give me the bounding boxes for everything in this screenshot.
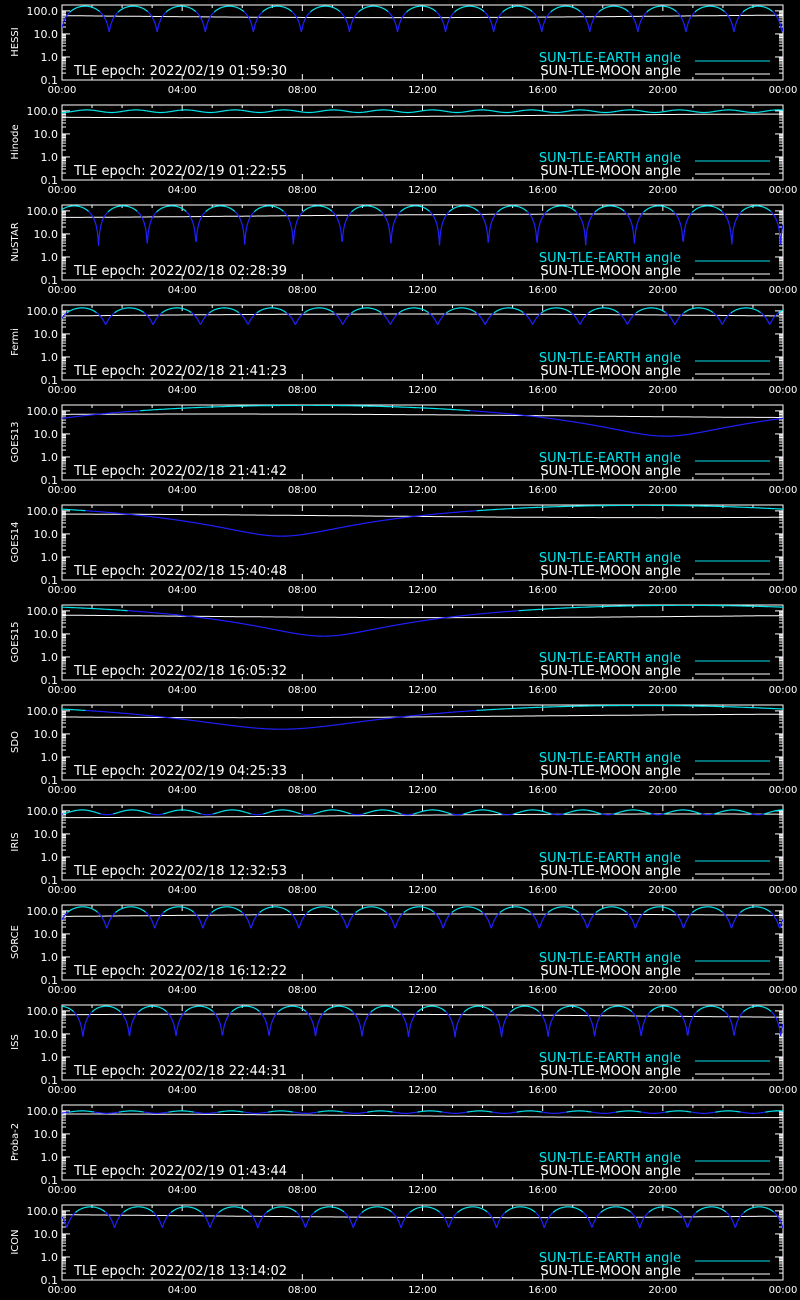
x-tick-label: 16:00 <box>528 85 558 96</box>
x-tick-label: 00:00 <box>47 1285 77 1296</box>
x-tick-label: 12:00 <box>408 585 437 596</box>
y-tick-label: 100.0 <box>26 304 58 318</box>
x-tick-label: 04:00 <box>167 585 197 596</box>
legend-moon-label: SUN-TLE-MOON angle <box>540 164 681 179</box>
earth-angle-daylight-line <box>69 1111 783 1112</box>
y-tick-label: 100.0 <box>26 4 58 18</box>
y-tick-label: 1.0 <box>40 250 58 264</box>
earth-angle-eclipse-line <box>128 611 519 637</box>
x-tick-label: 08:00 <box>287 485 317 496</box>
x-tick-label: 00:00 <box>768 1185 798 1196</box>
earth-angle-daylight-line <box>62 110 783 113</box>
tle-epoch-label: TLE epoch: 2022/02/18 21:41:42 <box>74 464 288 479</box>
x-tick-label: 00:00 <box>47 785 77 796</box>
chart-panel-fermi <box>10 305 797 396</box>
legend-moon-label: SUN-TLE-MOON angle <box>540 764 681 779</box>
earth-angle-daylight-line <box>76 1207 774 1213</box>
y-tick-label: 100.0 <box>26 1004 58 1018</box>
satellite-label: GOES15 <box>10 621 21 663</box>
earth-angle-eclipse-line <box>74 1011 784 1037</box>
x-tick-label: 00:00 <box>768 985 798 996</box>
satellite-label: IRIS <box>10 832 21 852</box>
chart-panel-hessi <box>10 5 797 96</box>
x-tick-label: 12:00 <box>408 1085 437 1096</box>
x-tick-label: 12:00 <box>408 1185 437 1196</box>
x-tick-label: 00:00 <box>47 1185 77 1196</box>
chart-panel-sdo <box>10 705 797 796</box>
legend-earth-label: SUN-TLE-EARTH angle <box>538 1151 681 1166</box>
x-tick-label: 00:00 <box>768 285 798 296</box>
x-tick-label: 04:00 <box>167 785 197 796</box>
legend-moon-label: SUN-TLE-MOON angle <box>540 1064 681 1079</box>
legend-earth-label: SUN-TLE-EARTH angle <box>538 851 681 866</box>
x-tick-label: 16:00 <box>528 585 558 596</box>
moon-angle-line <box>62 814 783 818</box>
chart-panel-icon <box>10 1205 797 1296</box>
tle-epoch-label: TLE epoch: 2022/02/18 22:44:31 <box>74 1064 288 1079</box>
y-tick-label: 0.1 <box>40 774 58 787</box>
legend-earth-label: SUN-TLE-EARTH angle <box>538 251 681 266</box>
x-tick-label: 04:00 <box>167 385 197 396</box>
x-tick-label: 04:00 <box>167 1185 197 1196</box>
legend-moon-label: SUN-TLE-MOON angle <box>540 264 681 279</box>
x-tick-label: 12:00 <box>408 885 437 896</box>
y-tick-label: 100.0 <box>26 804 58 818</box>
y-tick-label: 0.1 <box>40 974 58 987</box>
satellite-label: SDO <box>10 731 21 753</box>
legend-earth-label: SUN-TLE-EARTH angle <box>538 151 681 166</box>
y-tick-label: 100.0 <box>26 1204 58 1218</box>
satellite-label: GOES13 <box>10 421 21 463</box>
y-tick-label: 1.0 <box>40 450 58 464</box>
y-tick-label: 1.0 <box>40 850 58 864</box>
x-tick-label: 20:00 <box>648 585 678 596</box>
y-tick-label: 10.0 <box>33 627 58 641</box>
x-tick-label: 00:00 <box>768 1085 798 1096</box>
y-tick-label: 10.0 <box>33 727 58 741</box>
x-tick-label: 16:00 <box>528 785 558 796</box>
tle-epoch-label: TLE epoch: 2022/02/18 16:12:22 <box>74 964 288 979</box>
y-tick-label: 100.0 <box>26 204 58 218</box>
y-tick-label: 100.0 <box>26 104 58 118</box>
tle-epoch-label: TLE epoch: 2022/02/19 01:59:30 <box>74 64 288 79</box>
x-tick-label: 00:00 <box>47 585 77 596</box>
x-tick-label: 16:00 <box>528 485 558 496</box>
x-tick-label: 12:00 <box>408 685 437 696</box>
y-tick-label: 100.0 <box>26 1104 58 1118</box>
y-tick-label: 0.1 <box>40 174 58 187</box>
x-tick-label: 08:00 <box>287 985 317 996</box>
x-tick-label: 16:00 <box>528 685 558 696</box>
x-tick-label: 00:00 <box>47 985 77 996</box>
x-tick-label: 08:00 <box>287 1085 317 1096</box>
earth-angle-eclipse-line <box>62 12 783 32</box>
y-tick-label: 1.0 <box>40 750 58 764</box>
y-tick-label: 0.1 <box>40 574 58 587</box>
legend-earth-label: SUN-TLE-EARTH angle <box>538 1251 681 1266</box>
x-tick-label: 16:00 <box>528 1285 558 1296</box>
y-tick-label: 10.0 <box>33 1127 58 1141</box>
x-tick-label: 12:00 <box>408 385 437 396</box>
earth-angle-daylight-line <box>68 907 771 913</box>
satellite-label: Hinode <box>10 124 21 160</box>
x-tick-label: 00:00 <box>768 1285 798 1296</box>
moon-angle-line <box>62 114 783 118</box>
x-tick-label: 08:00 <box>287 885 317 896</box>
chart-panel-hinode <box>10 105 797 196</box>
y-tick-label: 10.0 <box>33 1027 58 1041</box>
tle-epoch-label: TLE epoch: 2022/02/18 02:28:39 <box>74 264 288 279</box>
x-tick-label: 00:00 <box>768 85 798 96</box>
moon-angle-line <box>62 1114 783 1118</box>
satellite-label: ISS <box>10 1034 21 1050</box>
legend-moon-label: SUN-TLE-MOON angle <box>540 364 681 379</box>
x-tick-label: 16:00 <box>528 185 558 196</box>
x-tick-label: 16:00 <box>528 285 558 296</box>
x-tick-label: 20:00 <box>648 1285 678 1296</box>
tle-epoch-label: TLE epoch: 2022/02/18 15:40:48 <box>74 564 288 579</box>
x-tick-label: 08:00 <box>287 585 317 596</box>
x-tick-label: 12:00 <box>408 485 437 496</box>
x-tick-label: 16:00 <box>528 885 558 896</box>
x-tick-label: 00:00 <box>47 185 77 196</box>
chart-panel-iris <box>10 805 797 896</box>
x-tick-label: 00:00 <box>47 1085 77 1096</box>
x-tick-label: 04:00 <box>167 1085 197 1096</box>
y-tick-label: 1.0 <box>40 50 58 64</box>
satellite-label: ICON <box>10 1229 21 1255</box>
y-tick-label: 10.0 <box>33 327 58 341</box>
x-tick-label: 04:00 <box>167 1285 197 1296</box>
chart-panel-goes15 <box>10 605 797 696</box>
y-tick-label: 0.1 <box>40 674 58 687</box>
tle-epoch-label: TLE epoch: 2022/02/18 12:32:53 <box>74 864 288 879</box>
moon-angle-line <box>62 214 783 218</box>
moon-angle-line <box>62 914 783 916</box>
y-tick-label: 10.0 <box>33 827 58 841</box>
y-tick-label: 10.0 <box>33 227 58 241</box>
tle-epoch-label: TLE epoch: 2022/02/18 21:41:23 <box>74 364 288 379</box>
y-tick-label: 0.1 <box>40 74 58 87</box>
legend-earth-label: SUN-TLE-EARTH angle <box>538 551 681 566</box>
legend-moon-label: SUN-TLE-MOON angle <box>540 964 681 979</box>
x-tick-label: 08:00 <box>287 785 317 796</box>
x-tick-label: 16:00 <box>528 1085 558 1096</box>
legend-moon-label: SUN-TLE-MOON angle <box>540 1164 681 1179</box>
x-tick-label: 00:00 <box>768 485 798 496</box>
y-tick-label: 1.0 <box>40 950 58 964</box>
y-tick-label: 10.0 <box>33 427 58 441</box>
satellite-label: NuSTAR <box>10 222 21 262</box>
x-tick-label: 08:00 <box>287 185 317 196</box>
x-tick-label: 20:00 <box>648 1185 678 1196</box>
y-tick-label: 0.1 <box>40 874 58 887</box>
x-tick-label: 04:00 <box>167 985 197 996</box>
x-tick-label: 00:00 <box>47 885 77 896</box>
x-tick-label: 04:00 <box>167 685 197 696</box>
x-tick-label: 00:00 <box>47 285 77 296</box>
satellite-label: HESSI <box>10 27 21 57</box>
earth-angle-daylight-line <box>140 405 470 410</box>
legend-moon-label: SUN-TLE-MOON angle <box>540 664 681 679</box>
x-tick-label: 12:00 <box>408 185 437 196</box>
chart-panel-goes13 <box>10 405 797 496</box>
x-tick-label: 12:00 <box>408 985 437 996</box>
y-tick-label: 10.0 <box>33 1227 58 1241</box>
x-tick-label: 04:00 <box>167 885 197 896</box>
earth-angle-eclipse-line <box>86 710 477 729</box>
tle-epoch-label: TLE epoch: 2022/02/18 16:05:32 <box>74 664 288 679</box>
x-tick-label: 08:00 <box>287 685 317 696</box>
x-tick-label: 20:00 <box>648 385 678 396</box>
y-tick-label: 10.0 <box>33 27 58 41</box>
chart-panel-goes14 <box>10 505 797 596</box>
y-tick-label: 0.1 <box>40 1074 58 1087</box>
chart-panel-iss <box>10 1005 797 1096</box>
earth-angle-eclipse-line <box>62 1212 783 1228</box>
chart-panel-sorce <box>10 905 797 996</box>
y-tick-label: 100.0 <box>26 604 58 618</box>
legend-earth-label: SUN-TLE-EARTH angle <box>538 751 681 766</box>
satellite-label: Fermi <box>10 328 21 356</box>
x-tick-label: 20:00 <box>648 1085 678 1096</box>
legend-moon-label: SUN-TLE-MOON angle <box>540 564 681 579</box>
chart-panel-proba-2 <box>10 1105 797 1196</box>
x-tick-label: 04:00 <box>167 285 197 296</box>
x-tick-label: 08:00 <box>287 285 317 296</box>
y-tick-label: 100.0 <box>26 904 58 918</box>
moon-angle-line <box>62 15 783 18</box>
satellite-label: GOES14 <box>10 521 21 563</box>
y-tick-label: 0.1 <box>40 474 58 487</box>
x-tick-label: 20:00 <box>648 285 678 296</box>
x-tick-label: 00:00 <box>768 385 798 396</box>
x-tick-label: 00:00 <box>47 385 77 396</box>
x-tick-label: 00:00 <box>768 885 798 896</box>
x-tick-label: 04:00 <box>167 85 197 96</box>
y-tick-label: 1.0 <box>40 350 58 364</box>
legend-earth-label: SUN-TLE-EARTH angle <box>538 51 681 66</box>
legend-moon-label: SUN-TLE-MOON angle <box>540 464 681 479</box>
x-tick-label: 04:00 <box>167 185 197 196</box>
x-tick-label: 12:00 <box>408 85 437 96</box>
x-tick-label: 00:00 <box>47 85 77 96</box>
legend-moon-label: SUN-TLE-MOON angle <box>540 1264 681 1279</box>
x-tick-label: 20:00 <box>648 185 678 196</box>
y-tick-label: 10.0 <box>33 127 58 141</box>
y-tick-label: 1.0 <box>40 1150 58 1164</box>
y-tick-label: 1.0 <box>40 1250 58 1264</box>
legend-earth-label: SUN-TLE-EARTH angle <box>538 351 681 366</box>
y-tick-label: 10.0 <box>33 927 58 941</box>
x-tick-label: 08:00 <box>287 385 317 396</box>
x-tick-label: 00:00 <box>47 485 77 496</box>
legend-earth-label: SUN-TLE-EARTH angle <box>538 451 681 466</box>
x-tick-label: 16:00 <box>528 1185 558 1196</box>
x-tick-label: 00:00 <box>768 685 798 696</box>
y-tick-label: 100.0 <box>26 504 58 518</box>
moon-angle-line <box>62 414 783 418</box>
tle-epoch-label: TLE epoch: 2022/02/19 04:25:33 <box>74 764 288 779</box>
tle-epoch-label: TLE epoch: 2022/02/19 01:22:55 <box>74 164 288 179</box>
moon-angle-line <box>62 314 783 316</box>
legend-earth-label: SUN-TLE-EARTH angle <box>538 651 681 666</box>
earth-angle-daylight-line <box>62 1006 771 1012</box>
y-tick-label: 1.0 <box>40 150 58 164</box>
x-tick-label: 08:00 <box>287 1285 317 1296</box>
tle-epoch-label: TLE epoch: 2022/02/19 01:43:44 <box>74 1164 288 1179</box>
x-tick-label: 20:00 <box>648 85 678 96</box>
x-tick-label: 04:00 <box>167 485 197 496</box>
x-tick-label: 00:00 <box>768 185 798 196</box>
x-tick-label: 20:00 <box>648 785 678 796</box>
y-tick-label: 0.1 <box>40 274 58 287</box>
legend-moon-label: SUN-TLE-MOON angle <box>540 64 681 79</box>
legend-earth-label: SUN-TLE-EARTH angle <box>538 951 681 966</box>
x-tick-label: 20:00 <box>648 985 678 996</box>
y-tick-label: 10.0 <box>33 527 58 541</box>
x-tick-label: 16:00 <box>528 985 558 996</box>
earth-angle-daylight-line <box>70 6 773 12</box>
y-tick-label: 1.0 <box>40 650 58 664</box>
x-tick-label: 00:00 <box>47 685 77 696</box>
tle-epoch-label: TLE epoch: 2022/02/18 13:14:02 <box>74 1264 288 1279</box>
y-tick-label: 0.1 <box>40 1274 58 1287</box>
x-tick-label: 12:00 <box>408 285 437 296</box>
y-tick-label: 1.0 <box>40 550 58 564</box>
chart-panel-nustar <box>10 205 797 296</box>
y-tick-label: 100.0 <box>26 404 58 418</box>
x-tick-label: 08:00 <box>287 85 317 96</box>
x-tick-label: 00:00 <box>768 785 798 796</box>
x-tick-label: 16:00 <box>528 385 558 396</box>
earth-angle-daylight-line <box>67 308 783 313</box>
y-tick-label: 100.0 <box>26 704 58 718</box>
legend-moon-label: SUN-TLE-MOON angle <box>540 864 681 879</box>
earth-angle-eclipse-line <box>62 1112 766 1113</box>
y-tick-label: 0.1 <box>40 1174 58 1187</box>
satellite-label: SORCE <box>10 925 21 959</box>
y-tick-label: 0.1 <box>40 374 58 387</box>
x-tick-label: 20:00 <box>648 885 678 896</box>
x-tick-label: 20:00 <box>648 485 678 496</box>
moon-angle-line <box>62 615 783 618</box>
x-tick-label: 12:00 <box>408 785 437 796</box>
x-tick-label: 20:00 <box>648 685 678 696</box>
moon-angle-line <box>62 1215 783 1218</box>
x-tick-label: 00:00 <box>768 585 798 596</box>
x-tick-label: 12:00 <box>408 1285 437 1296</box>
x-tick-label: 08:00 <box>287 1185 317 1196</box>
satellite-label: Proba-2 <box>10 1122 21 1162</box>
earth-angle-daylight-line <box>62 206 771 212</box>
legend-earth-label: SUN-TLE-EARTH angle <box>538 1051 681 1066</box>
y-tick-label: 1.0 <box>40 1050 58 1064</box>
